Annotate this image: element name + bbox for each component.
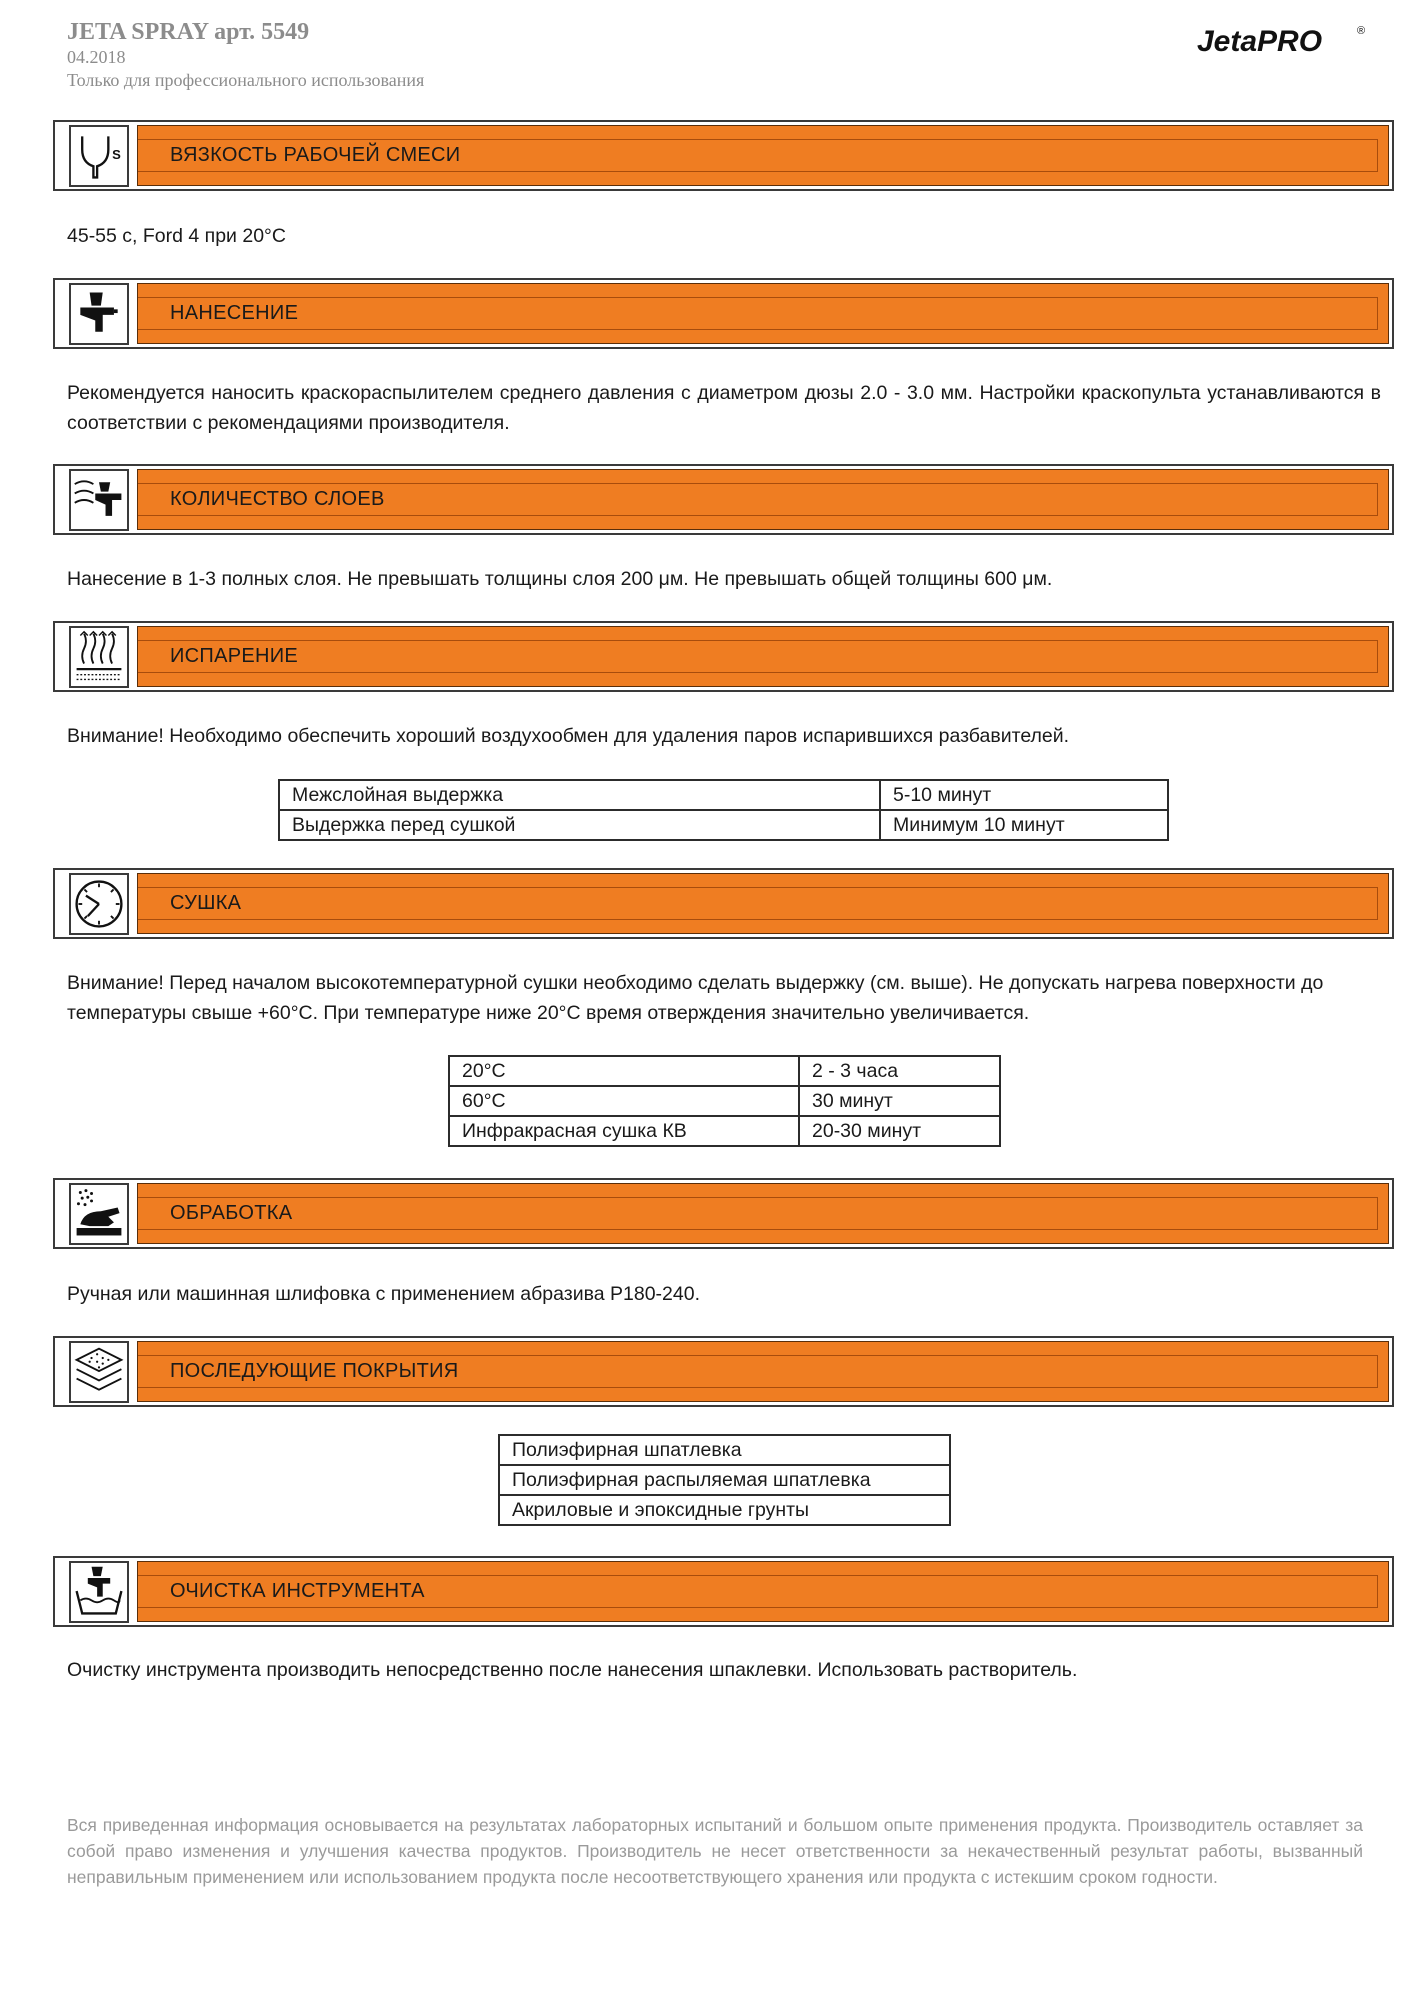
section-viscosity <box>53 120 1394 191</box>
tool-cleaning-icon <box>69 1561 129 1623</box>
table-cell: Инфракрасная сушка КВ <box>449 1116 799 1146</box>
drying-table <box>448 1055 1001 1147</box>
evaporation-icon <box>69 626 129 688</box>
jetapro-logo <box>1197 20 1367 60</box>
product-title: JETA SPRAY арт. 5549 <box>67 19 310 45</box>
layers-text: Нанесение в 1-3 полных слоя. Не превышать толщины слоя 200 μм. Не превышать общей толщины 600 μм. <box>67 568 1053 590</box>
drying-text: Внимание! Перед началом высокотемпературной сушки необходимо сделать выдержку (см. выше). Не допускать нагрева поверхности до температуры свыше +60°С. При температуре ниже 20°С время отверждения значительно увеличивается. <box>67 972 1324 1024</box>
table-cell: Минимум 10 минут <box>880 810 1168 840</box>
section-application <box>53 278 1394 349</box>
section-title: ОЧИСТКА ИНСТРУМЕНТА <box>170 1580 425 1602</box>
svg-text:®: ® <box>1357 25 1366 37</box>
section-title: ВЯЗКОСТЬ РАБОЧЕЙ СМЕСИ <box>170 144 461 166</box>
svg-text:JetaPRO: JetaPRO <box>1197 25 1323 58</box>
table-row <box>499 1465 950 1495</box>
table-row <box>449 1056 1000 1086</box>
evaporation-text: Внимание! Необходимо обеспечить хороший воздухообмен для удаления паров испарившихся разбавителей. <box>67 725 1070 747</box>
clock-icon <box>69 873 129 935</box>
table-row <box>279 780 1168 810</box>
section-title: СУШКА <box>170 892 242 914</box>
document-date: 04.2018 <box>67 47 126 67</box>
processing-text: Ручная или машинная шлифовка с применением абразива P180-240. <box>67 1283 700 1305</box>
table-cell: 2 - 3 часа <box>799 1056 1000 1086</box>
table-cell: Выдержка перед сушкой <box>279 810 880 840</box>
table-row <box>449 1086 1000 1116</box>
section-layers <box>53 464 1394 535</box>
svg-text:S: S <box>112 146 121 162</box>
table-cell: Межслойная выдержка <box>279 780 880 810</box>
spray-layers-icon <box>69 469 129 531</box>
table-cell: 60°С <box>449 1086 799 1116</box>
table-cell: Акриловые и эпоксидные грунты <box>499 1495 950 1525</box>
table-cell: 20-30 минут <box>799 1116 1000 1146</box>
application-text: Рекомендуется наносить краскораспылителем среднего давления с диаметром дюзы 2.0 - 3.0 мм. Настройки краскопульта устанавливаются в соответствии с рекомендациями производителя. <box>67 382 1381 434</box>
table-row <box>499 1435 950 1465</box>
evaporation-table <box>278 779 1169 841</box>
viscosity-text: 45-55 с, Ford 4 при 20°С <box>67 225 286 247</box>
section-title: ОБРАБОТКА <box>170 1202 293 1224</box>
cleaning-text: Очистку инструмента производить непосредственно после нанесения шпаклевки. Использовать растворитель. <box>67 1659 1078 1681</box>
section-tool-cleaning <box>53 1556 1394 1627</box>
spray-gun-icon <box>69 283 129 345</box>
section-coatings <box>53 1336 1394 1407</box>
table-cell: 20°С <box>449 1056 799 1086</box>
table-cell: Полиэфирная распыляемая шпатлевка <box>499 1465 950 1495</box>
sanding-hand-icon <box>69 1183 129 1245</box>
coatings-table <box>498 1434 951 1526</box>
document-header <box>67 18 1367 98</box>
section-evaporation <box>53 621 1394 692</box>
section-title: КОЛИЧЕСТВО СЛОЕВ <box>170 488 385 510</box>
section-title: НАНЕСЕНИЕ <box>170 302 299 324</box>
table-row <box>279 810 1168 840</box>
stacked-layers-icon <box>69 1341 129 1403</box>
table-cell: 30 минут <box>799 1086 1000 1116</box>
table-cell: 5-10 минут <box>880 780 1168 810</box>
table-row <box>449 1116 1000 1146</box>
section-drying <box>53 868 1394 939</box>
table-row <box>499 1495 950 1525</box>
section-title: ИСПАРЕНИЕ <box>170 645 299 667</box>
section-processing <box>53 1178 1394 1249</box>
section-title: ПОСЛЕДУЮЩИЕ ПОКРЫТИЯ <box>170 1360 459 1382</box>
document-subtitle: Только для профессионального использования <box>67 70 425 90</box>
table-cell: Полиэфирная шпатлевка <box>499 1435 950 1465</box>
disclaimer: Вся приведенная информация основывается на результатах лабораторных испытаний и большом опыте применения продукта. Производитель оставляет за собой право изменения и улучшения качества продуктов. Производитель не несет ответственности за некачественный результат работы, вызванный неправильным применением или использованием продукта после несоответствующего хранения или продукта с истекшим сроком годности. <box>67 1815 1363 1887</box>
viscosity-cup-icon <box>69 125 129 187</box>
